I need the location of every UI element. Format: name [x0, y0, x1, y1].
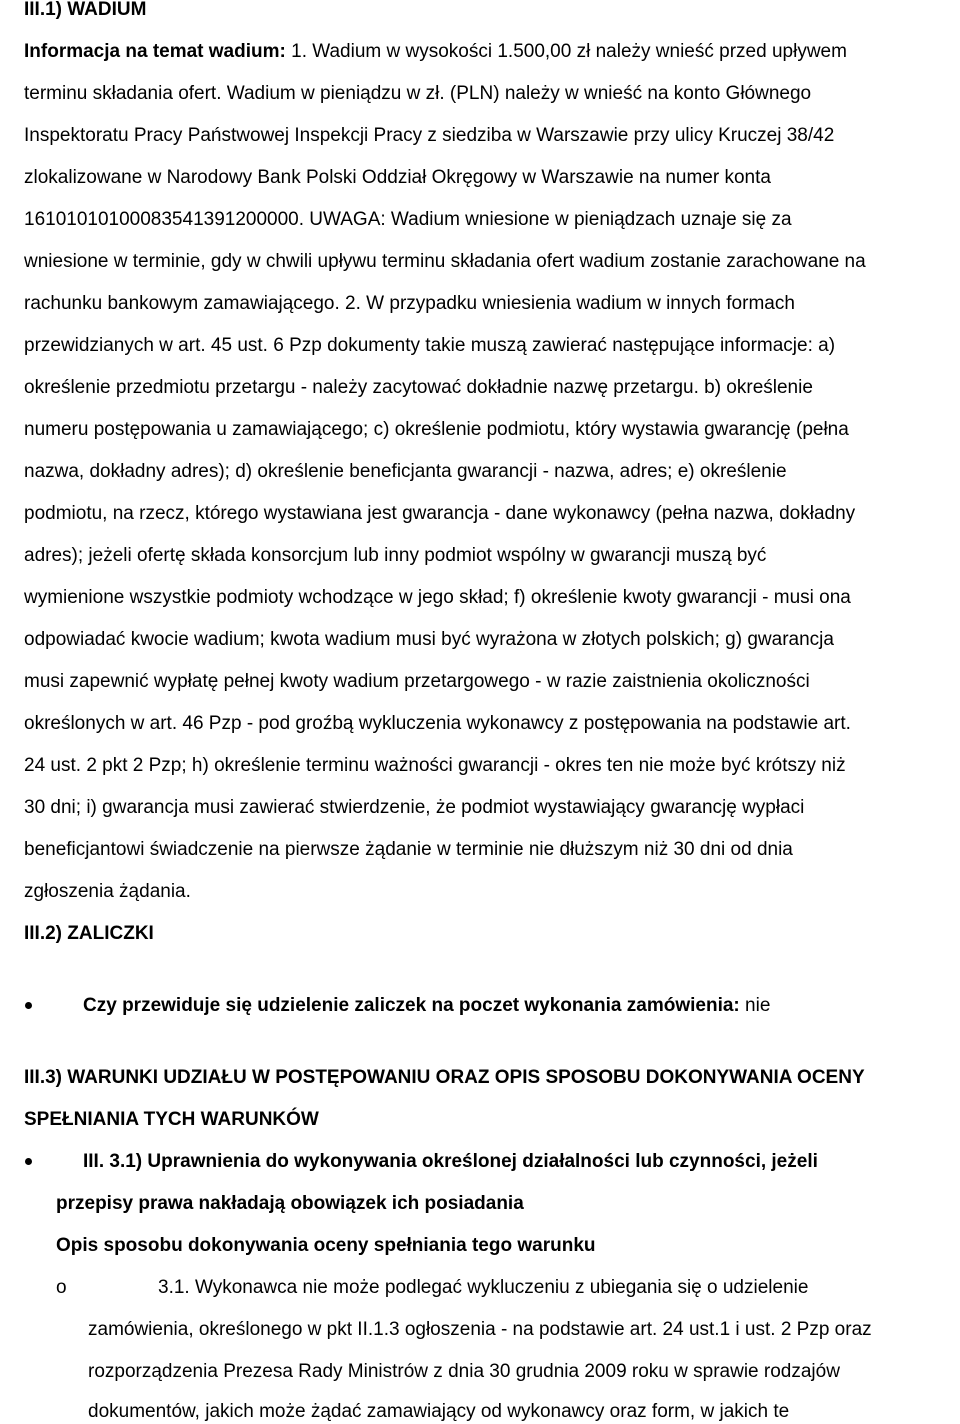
warunek-sub-line: 3.1. Wykonawca nie może podlegać wykluczeniu z ubiegania się o udzielenie — [158, 1277, 809, 1298]
wadium-paragraph-line: nazwa, dokładny adres); d) określenie beneficjanta gwarancji - nazwa, adres; e) określenie — [24, 461, 787, 482]
wadium-paragraph-line: 16101010100083541391200000. UWAGA: Wadium wniesione w pieniądzach uznaje się za — [24, 209, 792, 230]
section-heading-warunki-cont: SPEŁNIANIA TYCH WARUNKÓW — [24, 1109, 319, 1130]
section-heading-warunki: III.3) WARUNKI UDZIAŁU W POSTĘPOWANIU ORAZ OPIS SPOSOBU DOKONYWANIA OCENY — [24, 1067, 865, 1088]
wadium-paragraph-line: 30 dni; i) gwarancja musi zawierać stwierdzenie, że podmiot wystawiający gwarancję wypłaci — [24, 797, 805, 818]
wadium-paragraph-line-1 — [24, 40, 847, 64]
zaliczki-question-text: Czy przewiduje się udzielenie zaliczek na poczet wykonania zamówienia: — [83, 995, 740, 1016]
warunek-sub-line: zamówienia, określonego w pkt II.1.3 ogłoszenia - na podstawie art. 24 ust.1 i ust. 2 Pzp oraz — [88, 1319, 872, 1340]
wadium-paragraph-line: terminu składania ofert. Wadium w pieniądzu w zł. (PLN) należy w wnieść na konto Głównego — [24, 83, 812, 104]
warunek-sub-line: dokumentów, jakich może żądać zamawiający od wykonawcy oraz form, w jakich te — [88, 1401, 790, 1422]
wadium-paragraph-line: określenie przedmiotu przetargu - należy zacytować dokładnie nazwę przetargu. b) określenie — [24, 377, 813, 398]
wadium-paragraph-line: Inspektoratu Pracy Państwowej Inspekcji Pracy z siedziba w Warszawie przy ulicy Kruczej 38/42 — [24, 125, 835, 146]
wadium-line-text: 1. Wadium w wysokości 1.500,00 zł należy wnieść przed upływem — [285, 41, 847, 62]
sub-bullet-marker: o — [56, 1277, 67, 1298]
wadium-paragraph-line: rachunku bankowym zamawiającego. 2. W przypadku wniesienia wadium w innych formach — [24, 293, 795, 314]
section-heading-zaliczki: III.2) ZALICZKI — [24, 923, 154, 944]
bullet-dot-icon — [25, 1002, 32, 1009]
wadium-paragraph-line: zlokalizowane w Narodowy Bank Polski Oddział Okręgowy w Warszawie na numer konta — [24, 167, 771, 188]
wadium-paragraph-line: adres); jeżeli ofertę składa konsorcjum lub inny podmiot wspólny w gwarancji muszą być — [24, 545, 767, 566]
warunek-sub-line: rozporządzenia Prezesa Rady Ministrów z dnia 30 grudnia 2009 roku w sprawie rodzajów — [88, 1361, 840, 1382]
wadium-paragraph-line: numeru postępowania u zamawiającego; c) określenie podmiotu, który wystawia gwarancję (pełna — [24, 419, 849, 440]
wadium-paragraph-line: określonych w art. 46 Pzp - pod groźbą wykluczenia wykonawcy z postępowania na podstawie art. — [24, 713, 851, 734]
wadium-paragraph-line: podmiotu, na rzecz, którego wystawiana jest gwarancja - dane wykonawcy (pełna nazwa, dokładny — [24, 503, 856, 524]
bullet-dot-icon — [25, 1158, 32, 1165]
wadium-paragraph-line: zgłoszenia żądania. — [24, 881, 191, 902]
section-heading-wadium: III.1) WADIUM — [24, 0, 147, 20]
wadium-info-label: Informacja na temat wadium: — [24, 41, 286, 62]
wadium-paragraph-line: wymienione wszystkie podmioty wchodzące w jego skład; f) określenie kwoty gwarancji - musi ona — [24, 587, 851, 608]
warunek-description-heading: Opis sposobu dokonywania oceny spełniania tego warunku — [56, 1235, 596, 1256]
wadium-paragraph-line: beneficjantowi świadczenie na pierwsze żądanie w terminie nie dłuższym niż 30 dni od dnia — [24, 839, 793, 860]
wadium-paragraph-line: 24 ust. 2 pkt 2 Pzp; h) określenie terminu ważności gwarancji - okres ten nie może być krótszy niż — [24, 755, 846, 776]
zaliczki-question — [83, 994, 770, 1018]
wadium-paragraph-line: odpowiadać kwocie wadium; kwota wadium musi być wyrażona w złotych polskich; g) gwarancja — [24, 629, 834, 650]
wadium-paragraph-line: wniesione w terminie, gdy w chwili upływu terminu składania ofert wadium zostanie zarachowane na — [24, 251, 866, 272]
zaliczki-answer: nie — [739, 995, 771, 1016]
warunek-item-title-cont: przepisy prawa nakładają obowiązek ich posiadania — [56, 1193, 524, 1214]
wadium-paragraph-line: musi zapewnić wypłatę pełnej kwoty wadium przetargowego - w razie zaistnienia okoliczności — [24, 671, 810, 692]
warunek-item-title: III. 3.1) Uprawnienia do wykonywania określonej działalności lub czynności, jeżeli — [83, 1151, 818, 1172]
wadium-paragraph-line: przewidzianych w art. 45 ust. 6 Pzp dokumenty takie muszą zawierać następujące informacje: a) — [24, 335, 836, 356]
